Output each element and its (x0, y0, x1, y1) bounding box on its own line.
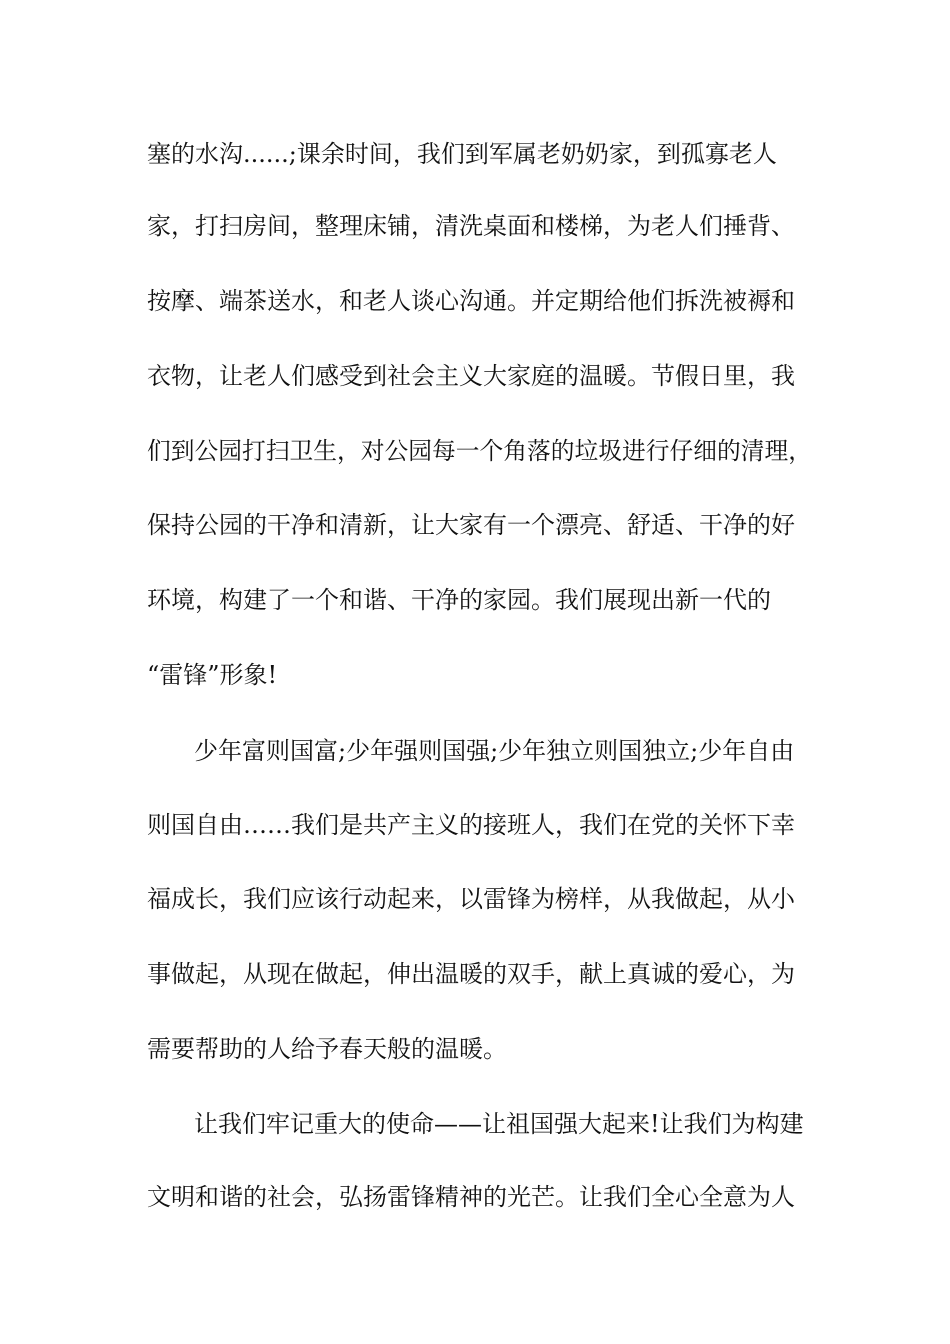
text-line: 家，打扫房间，整理床铺，清洗桌面和楼梯，为老人们捶背、 (147, 212, 795, 240)
text-line: 环境，构建了一个和谐、干净的家园。我们展现出新一代的 (147, 586, 771, 614)
text-line: 文明和谐的社会，弘扬雷锋精神的光芒。让我们全心全意为人 (147, 1183, 795, 1211)
text-line: 保持公园的干净和清新，让大家有一个漂亮、舒适、干净的好 (147, 511, 795, 539)
text-line: 按摩、端茶送水，和老人谈心沟通。并定期给他们拆洗被褥和 (147, 287, 795, 315)
text-line: 塞的水沟......;课余时间，我们到军属老奶奶家，到孤寡老人 (147, 140, 777, 168)
text-line: “雷锋”形象! (147, 661, 278, 689)
text-line: 需要帮助的人给予春天般的温暖。 (147, 1035, 507, 1063)
text-line: 事做起，从现在做起，伸出温暖的双手，献上真诚的爱心，为 (147, 960, 795, 988)
text-line: 衣物，让老人们感受到社会主义大家庭的温暖。节假日里，我 (147, 362, 795, 390)
text-line: 则国自由……我们是共产主义的接班人，我们在党的关怀下幸 (147, 811, 795, 839)
text-line: 们到公园打扫卫生，对公园每一个角落的垃圾进行仔细的清理， (147, 437, 813, 465)
text-line: 福成长，我们应该行动起来，以雷锋为榜样，从我做起，从小 (147, 885, 795, 913)
paragraph-first-line: 让我们牢记重大的使命——让祖国强大起来!让我们为构建 (194, 1110, 804, 1138)
paragraph-first-line: 少年富则国富;少年强则国强;少年独立则国独立;少年自由 (194, 737, 795, 765)
